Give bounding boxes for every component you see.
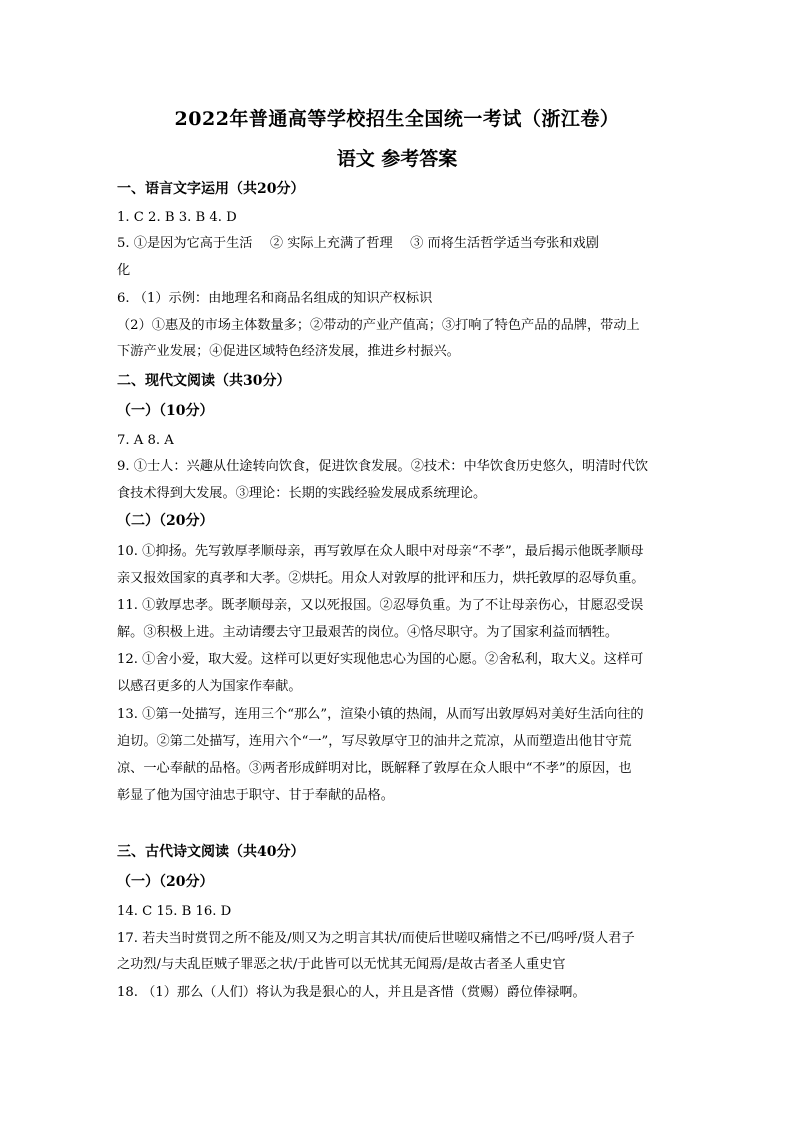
answer-line: 食技术得到大发展。③理论：长期的实践经验发展成系统理论。 — [117, 486, 487, 501]
answer-line: 9. ①士人：兴趣从仕途转向饮食，促进饮食发展。②技术：中华饮食历史悠久，明清时代饮 — [117, 459, 649, 474]
answer-line: 10. ①抑扬。先写敦厚孝顺母亲，再写敦厚在众人眼中对母亲“不孝”，最后揭示他既孝顺母 — [117, 544, 644, 559]
answer-line: 以感召更多的人为国家作奉献。 — [117, 679, 302, 694]
answer-line: 13. ①第一处描写，连用三个“那么”，渲染小镇的热闹，从而写出敦厚妈对美好生活向往的 — [117, 707, 644, 722]
answer-line: 6. （1）示例：由地理名和商品名组成的知识产权标识 — [117, 291, 433, 306]
answer-line: 亲又报效国家的真孝和大孝。②烘托。用众人对敦厚的批评和压力，烘托敦厚的忍辱负重。 — [117, 571, 645, 586]
answer-line: 1. C 2. B 3. B 4. D — [117, 210, 237, 225]
answer-line: 17. 若夫当时赏罚之所不能及/则又为之明言其状/而使后世嗟叹痛惜之不已/呜呼/贤人君子 — [117, 931, 635, 946]
subsection-heading: （一）（20分） — [117, 874, 214, 890]
answer-line: 凉、一心奉献的品格。③两者形成鲜明对比，既解释了敦厚在众人眼中“不孝”的原因，也 — [117, 761, 632, 776]
answer-line: 14. C 15. B 16. D — [117, 904, 232, 919]
answer-line: 彰显了他为国守油忠于职守、甘于奉献的品格。 — [117, 788, 394, 803]
answer-line: 下游产业发展；④促进区域特色经济发展，推进乡村振兴。 — [117, 344, 460, 359]
page-subtitle: 语文 参考答案 — [336, 148, 458, 170]
answer-line: （2）①惠及的市场主体数量多；②带动的产业产值高；③打响了特色产品的品牌，带动上 — [117, 318, 640, 333]
answer-line: 化 — [117, 263, 131, 278]
answer-line: 解。③积极上进。主动请缨去守卫最艰苦的岗位。④恪尽职守。为了国家利益而牺牲。 — [117, 625, 619, 640]
subsection-heading: （二）（20分） — [117, 513, 214, 529]
page-title: 2022年普通高等学校招生全国统一考试（浙江卷） — [174, 108, 620, 130]
answer-line: 5. ①是因为它高于生活 ② 实际上充满了哲理 ③ 而将生活哲学适当夸张和戏剧 — [117, 236, 599, 251]
section-heading-3: 三、古代诗文阅读（共40分） — [117, 844, 305, 860]
answer-line: 迫切。②第二处描写，连用六个“一”，写尽敦厚守卫的油井之荒凉，从而塑造出他甘守荒 — [117, 734, 632, 749]
section-heading-2: 二、现代文阅读（共30分） — [117, 373, 291, 389]
answer-line: 18. （1）那么（人们）将认为我是狠心的人，并且是吝惜（赏赐）爵位俸禄啊。 — [117, 985, 586, 1000]
answer-line: 12. ①舍小爱，取大爱。这样可以更好实现他忠心为国的心愿。②舍私利，取大义。这样可 — [117, 652, 644, 667]
section-heading-1: 一、语言文字运用（共20分） — [117, 181, 305, 197]
answer-line: 7. A 8. A — [117, 433, 174, 448]
subsection-heading: （一）（10分） — [117, 403, 214, 419]
answer-line: 11. ①敦厚忠孝。既孝顺母亲，又以死报国。②忍辱负重。为了不让母亲伤心，甘愿忍受误 — [117, 598, 644, 613]
answer-line: 之功烈/与夫乱臣贼子罪恶之状/于此皆可以无忧其无闻焉/是故古者圣人重史官 — [117, 957, 566, 972]
